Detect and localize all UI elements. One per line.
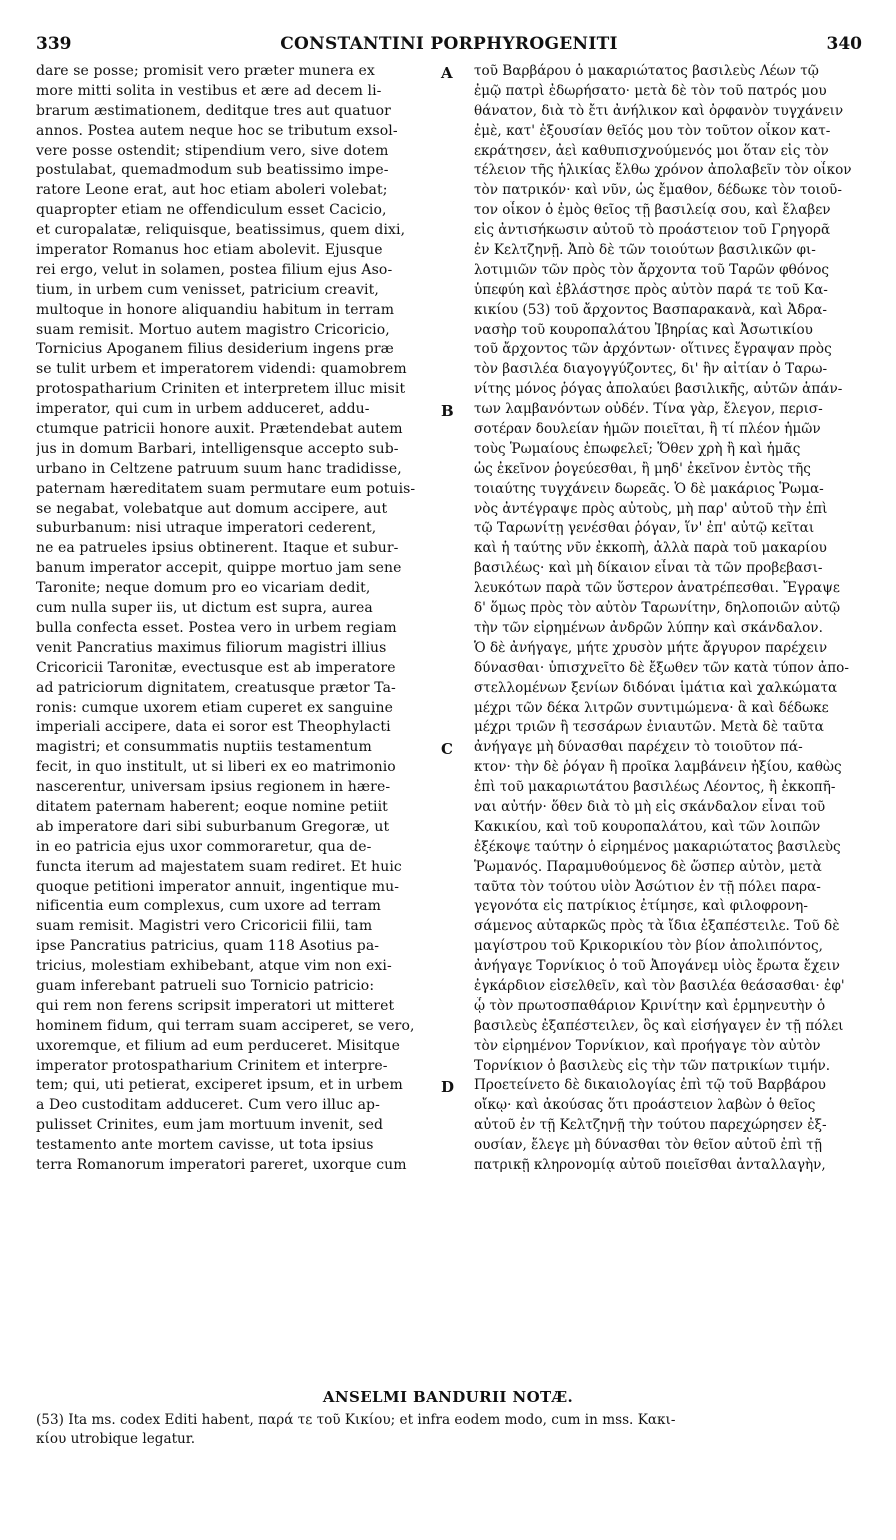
greek-text-line: νὸς ἀντέγραψε πρὸς αὐτοὺς, μὴ παρ' αὐτοῦ τὴν ἐπὶ [474,500,828,517]
latin-text-line: cum nulla super iis, ut dictum est supra, aurea [36,600,373,617]
latin-text-line: a Deo custoditam adduceret. Cum vero illuc ap- [36,1097,380,1114]
latin-text-line: terra Romanorum imperatori pareret, uxorque cum [36,1156,407,1173]
greek-text-line: τοῦ ἄρχοντος τῶν ἀρχόντων· οἵτινες ἔγραψαν πρὸς [474,341,832,358]
greek-text-line: ἐν Κελτζηνῇ. Ἀπὸ δὲ τῶν τοιούτων βασιλικῶν φι- [474,242,816,259]
latin-text-line: suam remisit. Magistri vero Cricoricii filii, tam [36,918,373,935]
greek-text-line: μέχρι τριῶν ἢ τεσσάρων ἐνιαυτῶν. Μετὰ δὲ ταῦτα [474,719,824,736]
greek-text-line: ἐπὶ τοῦ μακαριωτάτου βασιλέως Λέοντος, ἢ ἐκκοπῆ- [474,779,836,796]
greek-text-line: βασιλεὺς ἐξαπέστειλεν, ὃς καὶ εἰσήγαγεν ἐν τῇ πόλει [474,1017,844,1034]
greek-text-line: ἀνήγαγε μὴ δύνασθαι παρέχειν τὸ τοιοῦτον πά- [474,739,803,756]
greek-text-line: εκράτησεν, ἀεὶ καθυπισχνούμενός μοι ὅταν εἰς τὸν [474,142,829,159]
greek-text-line: κικίου (53) τοῦ ἄρχοντος Βασπαρακανὰ, καὶ Ἀδρα- [474,301,828,318]
latin-text-line: bulla confecta esset. Postea vero in urbem regiam [36,619,397,636]
latin-text-line: Cricoricii Taronitæ, evectusque est ab imperatore [36,659,396,676]
notes-title: ANSELMI BANDURII NOTÆ. [322,1388,574,1406]
greek-text-line: μαγίστρου τοῦ Κρικορικίου τὸν βίον ἀπολιπόντος, [474,938,823,955]
latin-text-line: et curopalatæ, reliquisque, beatissimus, quem dixi, [36,222,406,239]
latin-text-line: se negabat, volebatque aut domum accipere, aut [36,500,388,517]
latin-text-line: imperator Romanus hoc etiam abolevit. Ejusque [36,242,383,259]
greek-text-line: τὸν πατρικόν· καὶ νῦν, ὡς ἔμαθον, δέδωκε τὸν τοιοῦ- [474,182,842,199]
latin-text-line: ronis: cumque uxorem etiam cuperet ex sanguine [36,699,394,716]
latin-text-line: vere posse ostendit; stipendium vero, sive dotem [36,142,389,159]
greek-text-line: τὸν εἰρημένον Τορνίκιον, καὶ προήγαγε τὸν αὐτὸν [474,1037,821,1054]
latin-text-line: more mitti solita in vestibus et ære ad decem li- [36,82,382,99]
greek-text-line: γεγονότα εἰς πατρίκιος ἐτίμησε, καὶ φιλοφρονη- [474,898,808,915]
greek-text-line: λευκότων παρὰ τῶν ὕστερον ἀνατρέπεσθαι. Ἔγραψε [474,580,840,597]
greek-text-line: Ὁ δὲ ἀνήγαγε, μήτε χρυσὸν μήτε ἄργυρον παρέχειν [474,639,828,656]
greek-text-line: ναι αὐτήν· ὅθεν διὰ τὸ μὴ εἰς σκάνδαλον εἶναι τοῦ [474,798,826,815]
latin-text-line: fecit, in quo institult, ut si liberi ex eo matrimonio [36,759,396,776]
greek-text-line: νίτης μόνος ῥόγας ἀπολαύει βασιλικῆς, αὐτῶν ἁπάν- [474,381,843,398]
greek-text-line: βασιλέως· καὶ μὴ δίκαιον εἶναι τὰ τῶν προβεβασι- [474,560,823,577]
latin-text-line: brarum æstimationem, deditque tres aut quatuor [36,102,391,119]
greek-text-line: τον οἶκον ὁ ἐμὸς θεῖος τῇ βασιλείᾳ σου, καὶ ἔλαβεν [474,202,831,219]
greek-text-line: κτον· τὴν δὲ ῥόγαν ἢ προῖκα λαμβάνειν ἠξίου, καθὼς [474,759,842,776]
latin-text-line: imperiali accipere, data ei soror est Theophylacti [36,719,391,736]
greek-text-line: νασὴρ τοῦ κουροπαλάτου Ἰβηρίας καὶ Ἀσωτικίου [474,321,813,338]
greek-text-line: στελλομένων ξενίων διδόναι ἱμάτια καὶ χαλκώματα [474,679,838,696]
latin-text-line: suam remisit. Mortuo autem magistro Cricoricio, [36,321,390,338]
greek-text-line: μέχρι τῶν δέκα λιτρῶν συντιμώμενα· ἃ καὶ δέδωκε [474,699,829,716]
latin-text-line: ab imperatore dari sibi suburbanum Gregoræ, ut [36,818,390,835]
running-title: CONSTANTINI PORPHYROGENITI [280,34,618,54]
latin-text-line: ratore Leone erat, aut hoc etiam aboleri volebat; [36,182,388,199]
greek-text-line: πατρικῇ κληρονομίᾳ αὐτοῦ ποιεῖσθαι ἀνταλλαγὴν, [474,1156,826,1173]
latin-text-line: hominem fidum, qui terram suam acciperet, se vero, [36,1017,415,1034]
latin-text-line: protospatharium Criniten et interpretem illuc misit [36,381,406,398]
latin-text-line: paternam hæreditatem suam permutare eum potuis- [36,480,416,497]
latin-text-line: se tulit urbem et imperatorem videndi: quamobrem [36,361,407,378]
latin-text-line: tricius, molestiam exhibebant, atque vim non exi- [36,958,392,975]
section-marker-c: C [441,740,453,758]
greek-text-line: οἴκῳ· καὶ ἀκούσας ὅτι προάστειον λαβὼν ὁ θεῖος [474,1097,816,1114]
footnote-line: κίου utrobique legatur. [36,1431,196,1447]
greek-text-line: τοῦ Βαρβάρου ὁ μακαριώτατος βασιλεὺς Λέων τῷ [474,63,819,79]
greek-text-line: θάνατον, διὰ τὸ ἔτι ἀνήλικον καὶ ὀρφανὸν τυγχάνειν [474,102,844,119]
latin-text-line: tem; qui, uti petierat, exciperet ipsum, et in urbem [36,1077,403,1094]
latin-text-line: nascerentur, universam ipsius regionem in hære- [36,779,391,796]
latin-text-line: imperator, qui cum in urbem adduceret, addu- [36,401,370,418]
latin-text-line: suburbanum: nisi utraque imperatori cederent, [36,520,377,537]
greek-text-line: λοτιμιῶν τῶν πρὸς τὸν ἄρχοντα τοῦ Ταρῶν φθόνος [474,261,830,278]
latin-text-line: qui rem non ferens scripsit imperatori ut mitteret [36,997,395,1014]
greek-text-line: δύνασθαι· ὑπισχνεῖτο δὲ ἔξωθεν τῶν κατὰ τύπον ἀπο- [474,659,849,676]
latin-text-line: multoque in honore aliquandiu habitum in terram [36,301,395,318]
latin-text-line: annos. Postea autem neque hoc se tributum exsol- [36,122,398,139]
greek-text-line: Ῥωμανός. Παραμυθούμενος δὲ ὥσπερ αὐτὸν, μετὰ [474,858,822,875]
latin-text-line: ne ea patrueles ipsius obtinerent. Itaque et subur- [36,540,399,557]
greek-text-line: τοιαύτης τυγχάνειν δωρεᾶς. Ὁ δὲ μακάριος Ῥωμα- [474,480,824,497]
greek-text-line: τὸν βασιλέα διαγογγύζοντες, δι' ἣν αἰτίαν ὁ Ταρω- [474,361,828,378]
latin-text-line: Tornicius Apoganem filius desiderium ingens præ [36,341,394,358]
latin-text-line: quapropter etiam ne offendiculum esset Cacicio, [36,202,387,219]
latin-text-line: nificentia eum complexus, cum uxore ad terram [36,898,382,915]
latin-text-line: ctumque patricii honore auxit. Prætendebat autem [36,421,403,438]
latin-text-line: imperator protospatharium Crinitem et interpre- [36,1057,388,1074]
page-number-left: 339 [36,34,72,54]
greek-text-line: τοὺς Ῥωμαίους ἐπωφελεῖ; Ὅθεν χρὴ ἢ καὶ ἡμᾶς [474,440,801,457]
greek-text-line: ὡς ἐκεῖνον ῥογεύεσθαι, ἢ μηδ' ἐκεῖνον ἐντὸς τῆς [474,460,811,477]
latin-text-line: rei ergo, velut in solamen, postea filium ejus Aso- [36,261,393,278]
greek-text-line: Προετείνετο δὲ δικαιολογίας ἐπὶ τῷ τοῦ Βαρβάρου [474,1077,826,1094]
greek-text-line: δ' ὅμως πρὸς τὸν αὐτὸν Ταρωνίτην, δηλοποιῶν αὐτῷ [474,600,841,617]
greek-text-line: σάμενος αὐταρκῶς πρὸς τὰ ἴδια ἐξαπέστειλε. Τοῦ δὲ [474,918,840,935]
greek-text-line: ἐμὲ, κατ' ἐξουσίαν θεῖός μου τὸν τοῦτον οἶκον κατ- [474,122,831,139]
latin-text-line: ad patriciorum dignitatem, creatusque prætor Ta- [36,679,396,696]
greek-text-line: εἰς ἀντισήκωσιν αὐτοῦ τὸ προάστειον τοῦ Γρηγορᾶ [474,222,831,239]
latin-text-line: functa iterum ad majestatem suam rediret. Et huic [36,858,402,875]
latin-column [36,62,436,1176]
greek-text-line: Κακικίου, καὶ τοῦ κουροπαλάτου, καὶ τῶν λοιπῶν [474,818,821,835]
greek-text-line: ταῦτα τὸν τούτου υἱὸν Ἀσώτιον ἐν τῇ πόλει παρα- [474,878,821,895]
footnote-line: (53) Ita ms. codex Editi habent, παρά τε τοῦ Κικίου; et infra eodem modo, cum in mss. Κακι- [36,1412,676,1428]
latin-text-line: in eo patricia ejus uxor commoraretur, qua de- [36,838,372,855]
greek-text-line: ἐγκάρδιον εἰσελθεῖν, καὶ τὸν βασιλέα θεάσασθαι· ἐφ' [474,977,845,994]
greek-text-line: ᾧ τὸν πρωτοσπαθάριον Κρινίτην καὶ ἑρμηνευτὴν ὁ [474,997,826,1014]
greek-text-line: των λαμβανόντων οὐδέν. Τίνα γὰρ, ἔλεγον, περισ- [474,401,823,418]
latin-text-line: magistri; et consummatis nuptiis testamentum [36,739,372,756]
latin-text-line: uxoremque, et filium ad eum perduceret. Misitque [36,1037,400,1054]
greek-text-line: σοτέραν δουλείαν ἡμῶν ποιεῖται, ἢ τί πλέον ἡμῶν [474,421,821,438]
latin-text-line: ditatem paternam haberent; eoque nomine petiit [36,798,388,815]
latin-text-line: postulabat, quemadmodum sub beatissimo impe- [36,162,389,179]
page-header [36,34,862,60]
greek-text-line: ἐμῷ πατρὶ ἐδωρήσατο· μετὰ δὲ τὸν τοῦ πατρός μου [474,82,827,99]
greek-text-line: ουσίαν, ἔλεγε μὴ δύνασθαι τὸν θεῖον αὐτοῦ ἐπὶ τῇ [474,1137,822,1154]
latin-text-line: quoque petitioni imperator annuit, ingentique mu- [36,878,400,895]
section-marker-d: D [441,1078,455,1096]
greek-text-line: τῷ Ταρωνίτῃ γενέσθαι ῥόγαν, ἵν' ἐπ' αὐτῷ κεῖται [474,520,815,537]
greek-text-line: τὴν τῶν εἰρημένων ἀνδρῶν λύπην καὶ σκάνδαλον. [474,619,823,636]
latin-text-line: testamento ante mortem cavisse, ut tota ipsius [36,1137,374,1154]
latin-text-line: venit Pancratius maximus filiorum magistri illius [36,639,387,656]
greek-text-line: καὶ ἡ ταύτης νῦν ἐκκοπὴ, ἀλλὰ παρὰ τοῦ μακαρίου [474,540,827,557]
latin-text-line: tium, in urbem cum venisset, patricium creavit, [36,281,379,298]
latin-text-line: Taronite; neque domum pro eo vicariam dedit, [36,580,371,597]
greek-text-line: ἐξέκοψε ταύτην ὁ εἰρημένος μακαριώτατος βασιλεὺς [474,838,841,855]
latin-text-line: dare se posse; promisit vero præter munera ex [36,63,375,79]
latin-text-line: jus in domum Barbari, intelligensque accepto sub- [36,440,399,457]
latin-text-line: banum imperator accepit, quippe mortuo jam sene [36,560,402,577]
greek-text-line: τέλειον τῆς ἡλικίας ἔλθω χρόνον ἀπολαβεῖν τὸν οἶκον [474,162,852,179]
section-marker-b: B [441,402,454,420]
latin-text-line: pulisset Crinites, eum jam mortuum invenit, sed [36,1117,384,1134]
greek-text-line: αὐτοῦ ἐν τῇ Κελτζηνῇ τὴν τούτου παρεχώρησεν ἐξ- [474,1117,827,1134]
section-marker-a: A [441,64,453,82]
page-number-right: 340 [826,34,862,54]
greek-text-line: ἀνήγαγε Τορνίκιος ὁ τοῦ Ἀπογάνεμ υἱὸς ἔρωτα ἔχειν [474,958,840,975]
latin-text-line: guam inferebant patrueli suo Tornicio patricio: [36,977,375,994]
latin-text-line: ipse Pancratius patricius, quam 118 Asotius pa- [36,938,380,955]
latin-text-line: urbano in Celtzene patruum suum hanc tradidisse, [36,460,402,477]
greek-column [474,62,864,1176]
greek-text-line: Τορνίκιον ὁ βασιλεὺς εἰς τὴν τῶν πατρικίων τιμήν. [474,1057,831,1074]
greek-text-line: ὑπεφύη καὶ ἐβλάστησε πρὸς αὐτὸν παρά τε τοῦ Κα- [474,281,828,298]
